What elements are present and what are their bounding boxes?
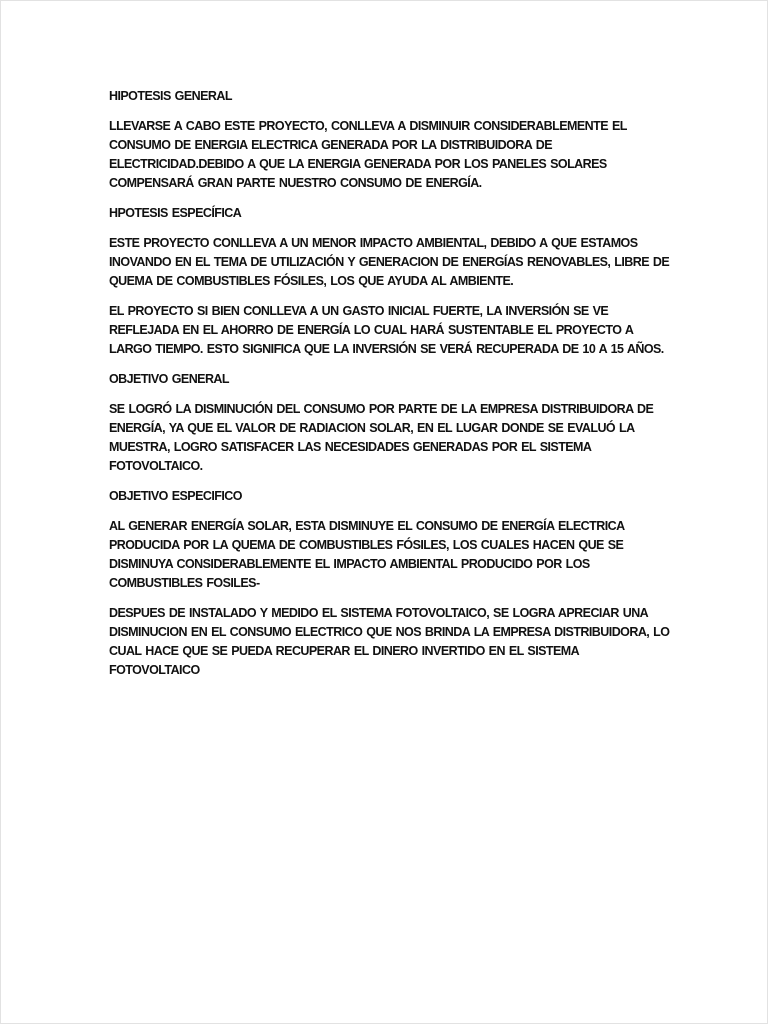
section-heading-hipotesis-general: HIPOTESIS GENERAL [109, 89, 232, 103]
paragraph: ESTE PROYECTO CONLLEVA A UN MENOR IMPACTO AMBIENTAL, DEBIDO A QUE ESTAMOS INOVANDO EN EL TEMA DE UTILIZACIÓN Y GENERACION DE ENERGÍAS RENOVABLES, LIBRE DE QUEMA DE COMBUSTIBLES FÓSILES, LOS QUE AYUDA AL AMBIENTE. [109, 236, 670, 288]
paragraph: EL PROYECTO SI BIEN CONLLEVA A UN GASTO INICIAL FUERTE, LA INVERSIÓN SE VE REFLEJADA EN EL AHORRO DE ENERGÍA LO CUAL HARÁ SUSTENTABLE EL PROYECTO A LARGO TIEMPO. ESTO SIGNIFICA QUE LA INVERSIÓN SE VERÁ RECUPERADA DE 10 A 15 AÑOS. [109, 304, 664, 356]
paragraph: SE LOGRÓ LA DISMINUCIÓN DEL CONSUMO POR PARTE DE LA EMPRESA DISTRIBUIDORA DE ENERGÍA, YA QUE EL VALOR DE RADIACION SOLAR, EN EL LUGAR DONDE SE EVALUÓ LA MUESTRA, LOGRO SATISFACER LAS NECESIDADES GENERADAS POR EL SISTEMA FOTOVOLTAICO. [109, 402, 654, 473]
document-content [109, 87, 671, 691]
paragraph: LLEVARSE A CABO ESTE PROYECTO, CONLLEVA A DISMINUIR CONSIDERABLEMENTE EL CONSUMO DE ENERGIA ELECTRICA GENERADA POR LA DISTRIBUIDORA DE ELECTRICIDAD.DEBIDO A QUE LA ENERGIA GENERADA POR LOS PANELES SOLARES COMPENSARÁ GRAN PARTE NUESTRO CONSUMO DE ENERGÍA. [109, 119, 627, 190]
paragraph: DESPUES DE INSTALADO Y MEDIDO EL SISTEMA FOTOVOLTAICO, SE LOGRA APRECIAR UNA DISMINUCION EN EL CONSUMO ELECTRICO QUE NOS BRINDA LA EMPRESA DISTRIBUIDORA, LO CUAL HACE QUE SE PUEDA RECUPERAR EL DINERO INVERTIDO EN EL SISTEMA FOTOVOLTAICO [109, 606, 670, 677]
paragraph: AL GENERAR ENERGÍA SOLAR, ESTA DISMINUYE EL CONSUMO DE ENERGÍA ELECTRICA PRODUCIDA POR LA QUEMA DE COMBUSTIBLES FÓSILES, LOS CUALES HACEN QUE SE DISMINUYA CONSIDERABLEMENTE EL IMPACTO AMBIENTAL PRODUCIDO POR LOS COMBUSTIBLES FOSILES- [109, 519, 625, 590]
section-heading-objetivo-general: OBJETIVO GENERAL [109, 372, 229, 386]
section-heading-objetivo-especifico: OBJETIVO ESPECIFICO [109, 489, 242, 503]
section-heading-hipotesis-especifica: HPOTESIS ESPECÍFICA [109, 206, 242, 220]
